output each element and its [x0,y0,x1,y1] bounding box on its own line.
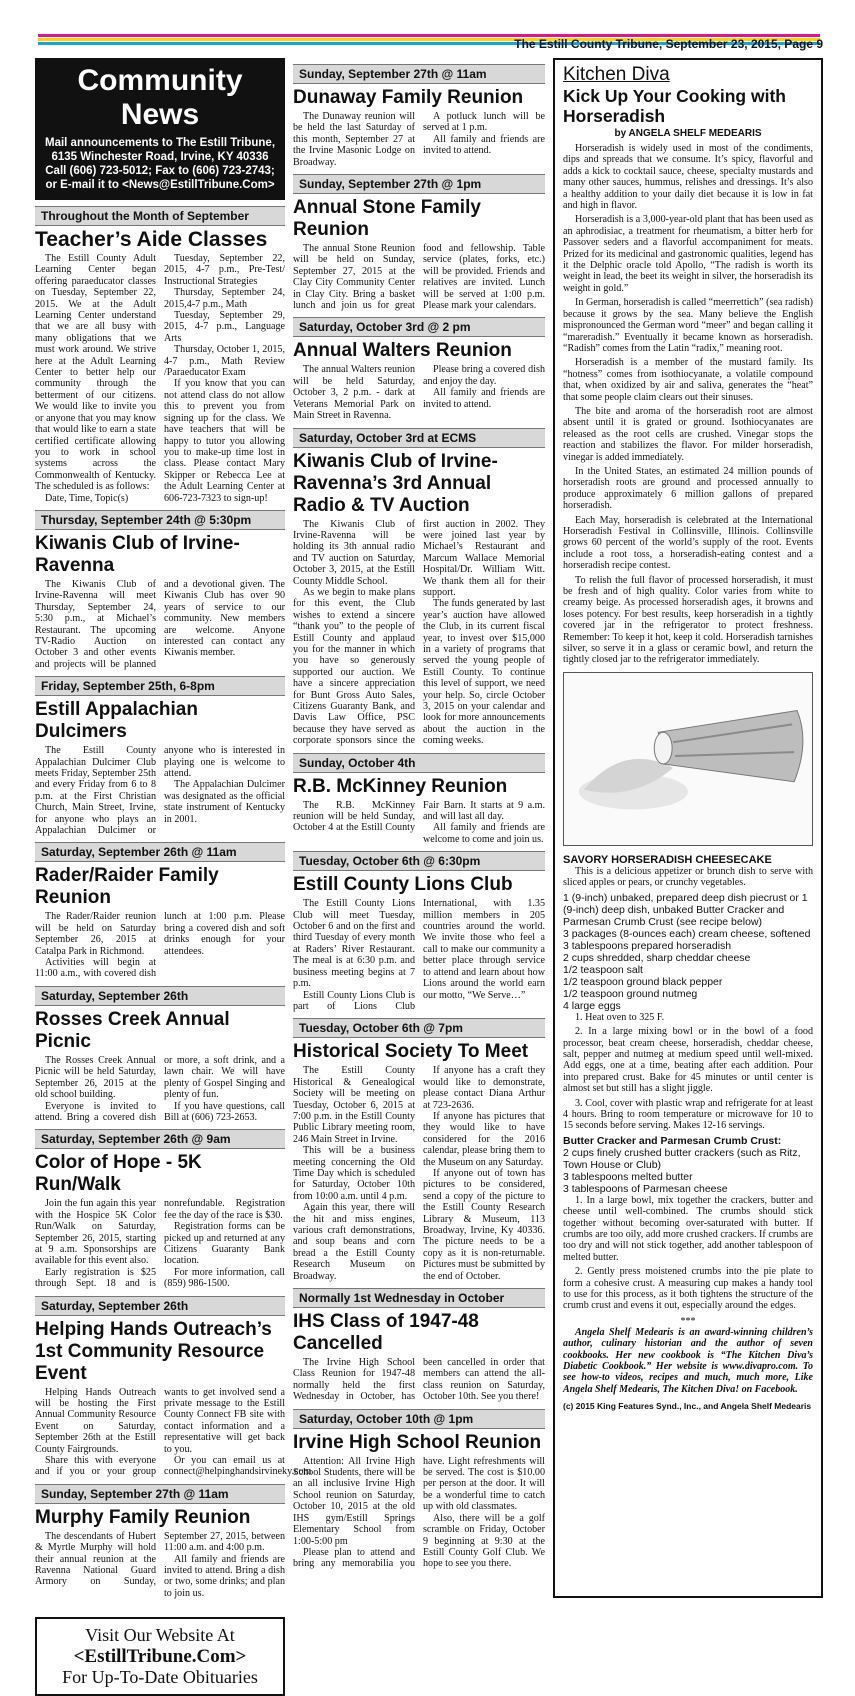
article-paragraph: The bite and aroma of the horseradish root are almost absent until it is grated or ground. Isothiocyanates are released as the root cells are crushed. Vinegar stops the reaction and stabilizes the flavor. For milder horseradish, vinegar is added immediately. [563,405,813,463]
page-header: The Estill County Tribune, September 23, 2015, Page 9 [514,37,823,51]
masthead-line: 6135 Winchester Road, Irvine, KY 40336 [51,151,269,163]
event-paragraph: As we begin to make plans for this event, the Club wishes to extend a sincere “thank you” to the people of Estill County and applaud you for the manner in which you have so generously supported our auction. We have a sincere appreciation for Bunt Gross Auto Sales, Citizens Guaranty Bank, and Davis Law Office, PSC because they have served as corporate sponsors since the first auction in 2002. They were joined last year by Michael’s Restaurant and Marcum Wallace Memorial Hospital/Dr. William Witt. We thank them all for their support. [293,518,545,747]
event-paragraph: If you have questions, call Bill at (606) 723-2653. [164,1100,285,1123]
event-paragraph: Or you can email us at connect@helpinghandsirvineky.com [164,1455,312,1478]
horseradish-photo [563,672,813,846]
event-paragraph: If you know that you can not attend class do not allow this to prevent you from signing up for the class. We have teachers that will be happy to tutor you allowing you to make-up time lost in class. Please contact Mary Skipper or Rebecca Lee at the Adult Learning Center at 606-723-7323 to sign-up! [164,378,285,504]
event-title: Annual Stone Family Reunion [293,197,481,241]
crust-title: Butter Cracker and Parmesan Crumb Crust: [563,1134,782,1147]
event-paragraph: Early registration is $25 through Sept. 18 and is nonrefundable. Registration fee the day of the race is $30. [35,1198,285,1290]
event-paragraph: Helping Hands Outreach will be hosting the First Annual Community Resource Event on Saturday, September 26th at the Estill County Fairgrounds. [35,1386,156,1455]
article-paragraph: Horseradish is a member of the mustard family. Its “hotness” comes from isothiocyanate, a volatile compound that, when oxidized by air and saliva, generates the “heat” that some people claim clears out their sinuses. [563,357,813,403]
event-title: Murphy Family Reunion [35,1506,251,1528]
event-paragraph: Please bring a covered dish and enjoy the day. [423,364,545,387]
article-paragraph: Each May, horseradish is celebrated at the International Horseradish Festival in Collinsville, Illinois. Collinsville grows 60 percent of the world’s supply of the root. Events include a root toss, a horseradish-eating contest and a horseradish recipe contest. [563,514,813,572]
event-paragraph: If anyone out of town has pictures to be considered, send a copy of the picture to the Estill County Research Library & Museum, 113 Broadway, Irvine, Ky 40336. The picture needs to be a copy as it is non-returnable. Pictures must be submitted by the end of October. [423,1167,545,1282]
recipe-step: 3. Cool, cover with plastic wrap and refrigerate for at least 4 hours. Bring to room temperature or microwave for 10 to 15 seconds before serving. Makes 12-16 servings. [563,1097,813,1132]
event-title: Dunaway Family Reunion [293,87,524,108]
event-paragraph: The Rosses Creek Annual Picnic will be held Saturday, September 26, 2015 at the old school building. [35,1054,156,1101]
kitchen-diva-box [553,58,823,1598]
event-paragraph: The Estill County Adult Learning Center began offering paraeducator classes on Tuesday, September 22, 2015. We at the Adult Learning Center understand that we are all busy with many obligations that we must work around. We strive here at the Adult Learning Center to better help our community through the betterment of our citizens. We would like to invite you or anyone that you may know that would like to earn a state certified certificate allowing you to work in school systems across the Commonwealth of Kentucky. The scheduled is as follows: [35,253,156,493]
section-kicker: Kitchen Diva [563,64,670,85]
event-paragraph: All family and friends are invited to attend. Bring a dish or two, some drinks; and plan to join us. [164,1553,285,1599]
recipe-step: 1. Heat oven to 325 F. [575,1011,665,1023]
event-body [293,1456,545,1570]
event-paragraph: The annual Stone Reunion will be held on Sunday, September 27, 2015 at the Clay City Community Center in Clay City. Bring a basket lunch and join us for great food and fellowship. Table service (plates, forks, etc.) will be provided. Friends and relatives are invited. Lunch will be served at 1:00 p.m. Please mark your calendars. [293,243,545,312]
event-body [35,745,285,836]
ingredient: 1/2 teaspoon ground black pepper [563,975,723,988]
event-paragraph: Activities will begin at 11:00 a.m., with covered dish lunch at 1:00 p.m. Please bring a covered dish and soft drinks enough for your attendees. [35,911,285,980]
event-paragraph: The Kiwanis Club of Irvine-Ravenna will meet Thursday, September 24, 5:30 p.m., at Michael’s Restaurant. The upcoming TV-Radio Auction on October 3 and other events and projects will be planned and a devotional given. The Kiwanis Club has over 90 years of service to our community. New members are welcome. Anyone interested can contact any Kiwanis member. [35,578,285,670]
event-paragraph: The Dunaway reunion will be held the last Saturday of this month, September 27 at the Irvine Masonic Lodge on Broadway. [293,111,415,168]
event-body [35,1386,312,1478]
event-body [293,1065,545,1282]
event-body [35,1198,285,1289]
article-paragraph: In German, horseradish is called “meerrettich” (sea radish) because it grows by the sea. Many believe the English mispronounced the German word “meer” and began calling it “mareradish.” Eventually it became known as horseradish. “Radish” comes from the Latin “radix,” meaning root. [563,297,813,354]
website-url[interactable]: <EstillTribune.Com> [73,1646,247,1668]
byline: by ANGELA SHELF MEDEARIS [614,128,762,139]
event-date-bar: Throughout the Month of September [35,206,285,226]
event-paragraph: Join the fun again this year with the Hospice 5K Color Run/Walk on Saturday, September 26, 2015, starting at 9 a.m. Sponsorships are available for this event also. [35,1198,156,1267]
event-paragraph: Date, Time, Topic(s) [45,492,129,504]
event-body [35,253,285,504]
event-paragraph: Estill County Lions Club is part of Lions Club International, with 1.35 million members in 205 countries around the world. We invite those who feel a call to make our community a better place through service to attend and learn about how Lions around the world earn our motto, “We Serve…” [293,898,545,1012]
crust-steps [563,1195,813,1312]
event-paragraph: Share this with everyone and if you or your group wants to get involved send a private message to the Estill County Connect FB site with contact information and a representative will get back to you. [35,1386,285,1478]
recipe-title: SAVORY HORSERADISH CHEESECAKE [563,853,772,866]
event-date-bar: Friday, September 25th, 6-8pm [35,676,285,696]
event-paragraph: The funds generated by last year’s auction have allowed the Club, in its current fiscal year, to invest over $15,000 in a variety of programs that served the young people of Estill County. To continue this level of support, we need your help. So, circle October 3, 2015 on your calendar and look for more announcements about the auction in the coming weeks. [423,598,545,747]
website-line: For Up-To-Date Obituaries [62,1667,258,1688]
event-body [35,1055,285,1123]
event-paragraph: If anyone has a craft they would like to demonstrate, please contact Diana Arthur at 723-2636. [423,1065,545,1111]
event-date-bar: Sunday, October 4th [293,753,545,773]
crust-ingredient-list [563,1147,813,1195]
ingredient: 3 tablespoons prepared horseradish [563,939,732,952]
masthead-line: or E-mail it to <News@EstillTribune.Com> [45,179,275,191]
masthead-line: Call (606) 723-5012; Fax to (606) 723-2743; [45,165,275,177]
event-paragraph: Thursday, September 24, 2015,4-7 p.m., Math [164,287,285,310]
event-title: Color of Hope - 5K Run/Walk [35,1152,202,1196]
website-box[interactable] [35,1617,285,1696]
event-paragraph: The Estill County Historical & Genealogical Society will be meeting on Tuesday, October 6, 2015 at 7:00 p.m. in the Estill County Public Library meeting room, 246 Main Street in Irvine. [293,1065,415,1145]
event-paragraph: The Kiwanis Club of Irvine-Ravenna will be holding its 3th annual radio and TV auction on Saturday, October 3, 2015, at the Estill County Middle School. [293,518,415,587]
event-paragraph: The Irvine High School Class Reunion for 1947-48 normally held the first Wednesday in October, has been cancelled in order that members can attend the all-class reunion on Saturday, October 10th. See you there! [293,1357,545,1403]
masthead [35,58,285,200]
recipe-intro: This is a delicious appetizer or brunch dish to serve with sliced apples or pears, or crunchy vegetables. [563,865,813,889]
ingredient: 1 (9-inch) unbaked, prepared deep dish piecrust or 1 (9-inch) deep dish, unbaked Butter Cracker and Parmesan Crumb Crust (see recipe below) [563,891,808,928]
event-date-bar: Saturday, September 26th @ 9am [35,1129,285,1149]
event-title: Kiwanis Club of Irvine-Ravenna’s 3rd Annual Radio & TV Auction [293,450,498,516]
event-body [293,111,545,168]
event-paragraph: All family and friends are welcome to come and join us. [423,822,545,845]
event-paragraph: Also, there will be a golf scramble on Friday, October 9 beginning at 9:30 at the Estill County Golf Club. We hope to see you there. [423,1512,545,1570]
event-paragraph: Thursday, October 1, 2015, 4-7 p.m., Math Review /Paraeducator Exam [164,344,285,379]
event-title: Rader/Raider Family Reunion [35,865,219,909]
ingredient: 4 large eggs [563,999,621,1012]
event-body [293,898,545,1012]
article-body [563,143,813,666]
ingredient: 2 cups shredded, sharp cheddar cheese [563,951,751,964]
event-title: Historical Society To Meet [293,1041,529,1063]
event-body [293,519,545,747]
event-paragraph: For more information, call (859) 986-1500. [164,1266,285,1290]
event-paragraph: All family and friends are invited to attend. [423,133,545,157]
website-line: Visit Our Website At [85,1625,235,1646]
event-title: Annual Walters Reunion [293,340,512,362]
event-paragraph: The Appalachian Dulcimer was designated as the official state instrument of Kentucky in 2001. [164,779,285,825]
ingredient: 3 tablespoons melted butter [563,1170,693,1183]
event-date-bar: Saturday, September 26th @ 11am [35,842,285,862]
event-paragraph: Please plan to attend and bring any memorabilia you have. Light refreshments will be served. The cost is $10.00 per person at the door. It will be a wonderful time to catch up with old classmates. [293,1455,545,1570]
event-paragraph: The Estill County Lions Club will meet Tuesday, October 6 and on the first and third Tuesday of every month at Raders’ River Restaurant. The meal is at 6:30 p.m. and business meeting begins at 7 p.m. [293,898,415,990]
column-middle [293,58,545,1603]
event-paragraph: This will be a business meeting concerning the Old Time Day which is scheduled for Saturday, October 10th from 10:00 a.m. until 4 p.m. [293,1145,415,1202]
event-body [293,364,545,421]
column-right [553,58,823,1603]
event-body [293,800,545,846]
masthead-title: Community News [77,64,243,131]
event-paragraph: All family and friends are invited to attend. [423,387,545,410]
event-date-bar: Normally 1st Wednesday in October [293,1288,545,1308]
recipe-step: 2. In a large mixing bowl or in the bowl of a food processor, beat cream cheese, horseradish, cheddar cheese, salt, pepper and nutmeg at medium speed until well-mixed. Add eggs, one at a time, beating after each addition. Pour into prepared crust. Bake for 45 minutes or until center is almost set but still has a slight jiggle. [563,1026,813,1095]
event-date-bar: Sunday, September 27th @ 1pm [293,174,545,194]
event-title: Estill Appalachian Dulcimers [35,699,198,743]
event-title: IHS Class of 1947-48 Cancelled [293,1311,479,1355]
event-body [35,911,285,979]
event-paragraph: Tuesday, September 22, 2015, 4-7 p.m., Pre-Test/ Instructional Strategies [164,253,285,287]
event-date-bar: Saturday, October 3rd at ECMS [293,428,545,448]
recipe-steps [563,1012,813,1132]
article-paragraph: To relish the full flavor of processed horseradish, it must be fresh and of high quality. Color varies from white to creamy beige. As processed horseradish ages, it browns and loses potency. For best results, keep horseradish in a tightly covered jar in the refrigerator to protect freshness. Remember: To keep it hot, keep it cold. Horseradish tarnishes silver, so serve it in a glass or ceramic bowl, and return the tightly closed jar to the refrigerator immediately. [563,574,813,666]
event-date-bar: Saturday, September 26th [35,986,285,1006]
event-body [293,243,545,311]
event-paragraph: If anyone has pictures that they would like to have considered for the 2016 calendar, please bring them to the Museum on any Saturday. [423,1110,545,1168]
ingredient: 3 tablespoons of Parmesan cheese [563,1182,728,1195]
ingredient: 1/2 teaspoon salt [563,963,643,976]
author-bio: Angela Shelf Medearis is an award-winning children’s author, culinary historian and the author of seven cookbooks. Her new cookbook is “The Kitchen Diva’s Diabetic Cookbook.” Her website is www.divapro.com. To see how-to videos, recipes and much, much more, Like Angela Shelf Medearis, The Kitchen Diva! on Facebook. [563,1326,813,1395]
event-title: Helping Hands Outreach’s 1st Community Resource Event [35,1318,272,1384]
event-paragraph: A potluck lunch will be served at 1 p.m. [423,111,545,134]
article-paragraph: Horseradish is a 3,000-year-old plant that has been used as an aphrodisiac, a treatment for rheumatism, a bitter herb for Passover seders and a flavorful accompaniment for meats. Prized for its medicinal and gastronomic qualities, legend has it the Delphic oracle told Apollo, “The radish is worth its weight in lead, the beet its weight in silver, the horseradish its weight in gold.” [563,214,813,294]
article-paragraph: In the United States, an estimated 24 million pounds of horseradish roots are ground and processed annually to produce approximately 6 million gallons of prepared horseradish. [563,465,813,512]
masthead-line: Mail announcements to The Estill Tribune, [44,137,276,149]
event-paragraph: Attention: All Irvine High School Students, there will be an all inclusive Irvine High School reunion on Saturday, October 10, 2015 at the old IHS gym/Estill Springs Elementary School from 1:00-5:00 pm [293,1455,415,1547]
ingredient: 3 packages (8-ounces each) cream cheese, softened [563,927,811,940]
event-body [35,1531,285,1599]
event-paragraph: The Rader/Raider reunion will be held on Saturday September 26, 2015 at Catalpa Park in Richmond. [35,911,156,957]
event-title: Rosses Creek Annual Picnic [35,1008,230,1052]
event-paragraph: Registration forms can be picked up and returned at any Citizens Guaranty Bank location. [164,1221,285,1267]
event-date-bar: Saturday, October 10th @ 1pm [293,1409,545,1429]
event-title: Teacher’s Aide Classes [35,228,268,251]
recipe-step: 1. In a large bowl, mix together the crackers, butter and cheese until well-combined. The crumbs should stick together without becoming over-saturated with butter. If crumbs are too oily, add more crushed crackers. If crumbs are too dry and will not stick together, add another tablespoon of melted butter. [563,1194,813,1263]
event-title: Estill County Lions Club [293,874,513,896]
event-date-bar: Sunday, September 27th @ 11am [35,1484,285,1504]
event-paragraph: The annual Walters reunion will be held Saturday, October 3, 2 p.m. - dark at Veterans Memorial Park on Main Street in Ravenna. [293,364,415,422]
event-paragraph: The R.B. McKinney reunion will be held Sunday, October 4 at the Estill County Fair Barn. It starts at 9 a.m. and will last all day. [293,799,545,834]
event-paragraph: The descendants of Hubert & Myrtle Murphy will hold their annual reunion at the Ravenna National Guard Armory on Sunday, September 27, 2015, between 11:00 a.m. and 4:00 p.m. [35,1530,285,1588]
divider-stars: *** [680,1315,696,1327]
article-paragraph: Horseradish is widely used in most of the condiments, dips and spreads that we consume. It’s spicy, flavorful and adds a kick to cocktail sauce, cheese, specialty mustards and many other sauces, hummus, relishes and dressings. It’s also a healthy addition to your daily diet because it is low in fat and high in flavor. [563,143,813,212]
event-title: R.B. McKinney Reunion [293,775,508,797]
event-body [35,579,285,670]
ingredient: 2 cups finely crushed butter crackers (such as Ritz, Town House or Club) [563,1146,801,1171]
ingredient: 1/2 teaspoon ground nutmeg [563,987,698,1000]
ingredient-list [563,892,813,1012]
event-title: Irvine High School Reunion [293,1431,542,1453]
event-paragraph: Tuesday, September 29, 2015, 4-7 p.m., Language Arts [164,310,285,344]
event-title: Kiwanis Club of Irvine-Ravenna [35,532,240,576]
event-date-bar: Thursday, September 24th @ 5:30pm [35,510,285,530]
recipe-step: 2. Gently press moistened crumbs into the pie plate to form a cohesive crust. A measuring cup makes a handy tool to use for this process, as it both tightens the structure of the crumb crust and evens it out, especially around the edges. [563,1266,813,1312]
event-date-bar: Tuesday, October 6th @ 6:30pm [293,851,545,871]
event-date-bar: Sunday, September 27th @ 11am [293,64,545,84]
event-date-bar: Saturday, October 3rd @ 2 pm [293,317,545,337]
column-left [35,58,312,1688]
copyright: (c) 2015 King Features Synd., Inc., and Angela Shelf Medearis [563,1401,812,1412]
event-date-bar: Saturday, September 26th [35,1296,285,1316]
event-paragraph: Again this year, there will the hit and miss engines, various craft demonstrations, and soup beans and corn bread a the Estill County Research Museum on Broadway. [293,1202,415,1282]
event-date-bar: Tuesday, October 6th @ 7pm [293,1018,545,1038]
event-paragraph: Everyone is invited to attend. Bring a covered dish or more, a soft drink, and a lawn chair. We will have plenty of Gospel Singing and plenty of fun. [35,1054,285,1123]
article-title: Kick Up Your Cooking with Horseradish [563,86,786,126]
event-body [293,1357,545,1403]
event-paragraph: The Estill County Appalachian Dulcimer Club meets Friday, September 25th and every Friday from 6 to 8 p.m. at the First Christian Church, Main Street, Irvine, for anyone who plays an Appalachian Dulcimer or anyone who is interested in playing one is welcome to attend. [35,745,285,837]
